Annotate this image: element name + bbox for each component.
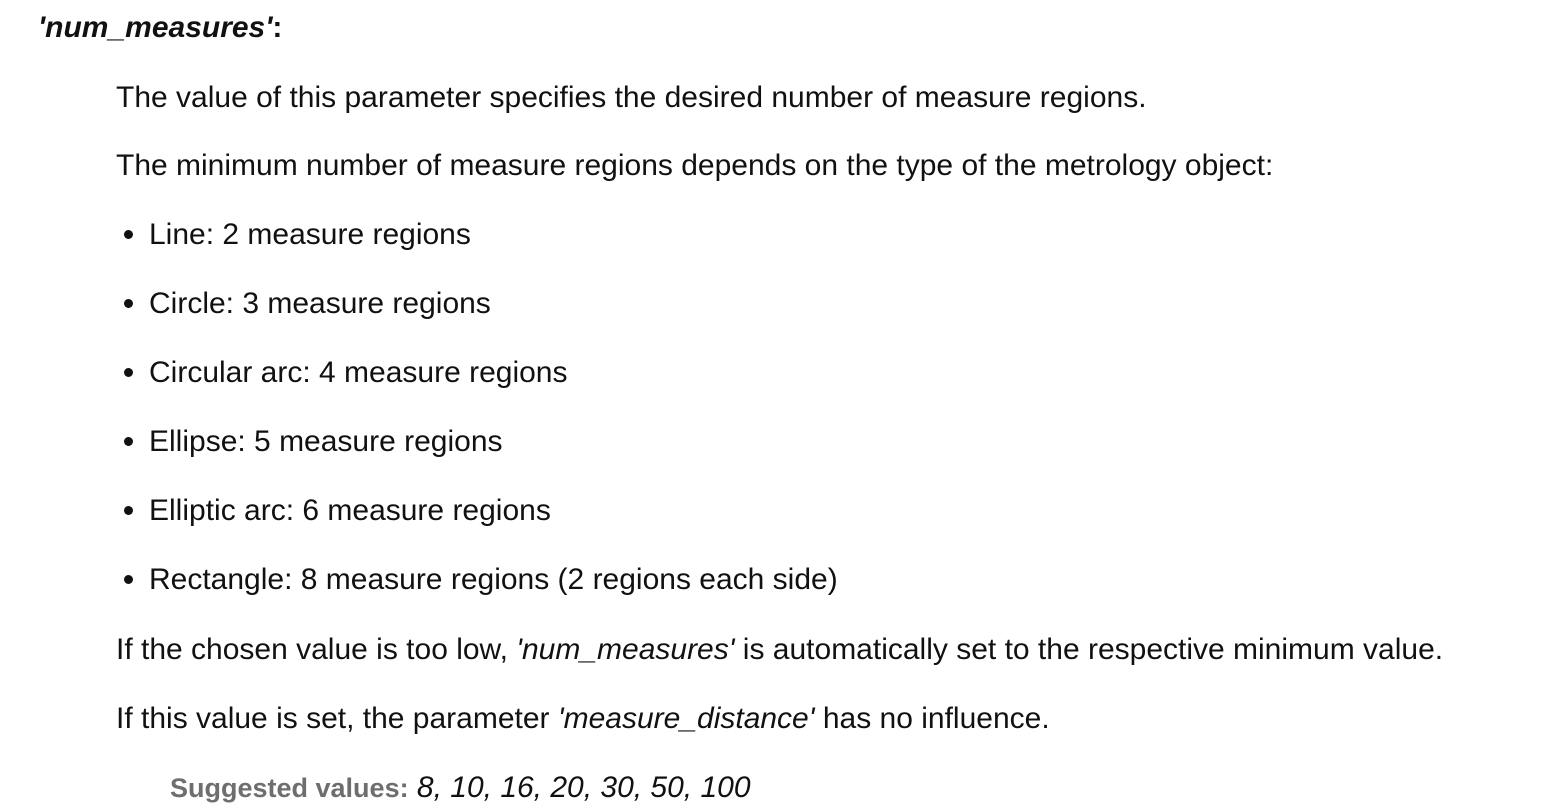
list-item xyxy=(124,491,551,531)
num-measures-reference: 'num_measures' xyxy=(516,633,735,666)
list-item-text: Ellipse: 5 measure regions xyxy=(149,425,503,458)
list-item-text: Circle: 3 measure regions xyxy=(149,287,491,320)
too-low-note-start: If the chosen value is too low, xyxy=(116,633,517,666)
bullet-icon xyxy=(124,575,133,584)
bullet-icon xyxy=(124,437,133,446)
description-paragraph: The value of this parameter specifies the desired number of measure regions. xyxy=(116,81,1147,114)
list-item xyxy=(124,353,568,393)
minimum-regions-intro: The minimum number of measure regions depends on the type of the metrology object: xyxy=(116,149,1274,182)
list-item-text: Circular arc: 4 measure regions xyxy=(149,356,568,389)
bullet-icon xyxy=(124,230,133,239)
bullet-icon xyxy=(124,299,133,308)
parameter-name: 'num_measures' xyxy=(38,11,273,44)
influence-note xyxy=(116,699,1050,739)
list-item xyxy=(124,284,491,324)
too-low-note-end: is automatically set to the respective minimum value. xyxy=(734,633,1444,666)
suggested-values xyxy=(170,768,751,808)
measure-distance-reference: 'measure_distance' xyxy=(557,702,815,735)
list-item xyxy=(124,560,838,600)
parameter-name-heading xyxy=(38,8,282,48)
list-item xyxy=(124,422,503,462)
suggested-values-list: 8, 10, 16, 20, 30, 50, 100 xyxy=(416,771,751,804)
list-item xyxy=(124,215,471,255)
influence-note-end: has no influence. xyxy=(814,702,1050,735)
too-low-note xyxy=(116,630,1443,670)
bullet-icon xyxy=(124,368,133,377)
suggested-values-label: Suggested values: xyxy=(170,773,409,803)
bullet-icon xyxy=(124,506,133,515)
list-item-text: Line: 2 measure regions xyxy=(149,218,471,251)
list-item-text: Elliptic arc: 6 measure regions xyxy=(149,494,551,527)
influence-note-start: If this value is set, the parameter xyxy=(116,702,558,735)
parameter-colon: : xyxy=(272,11,283,44)
list-item-text: Rectangle: 8 measure regions (2 regions each side) xyxy=(149,563,838,596)
